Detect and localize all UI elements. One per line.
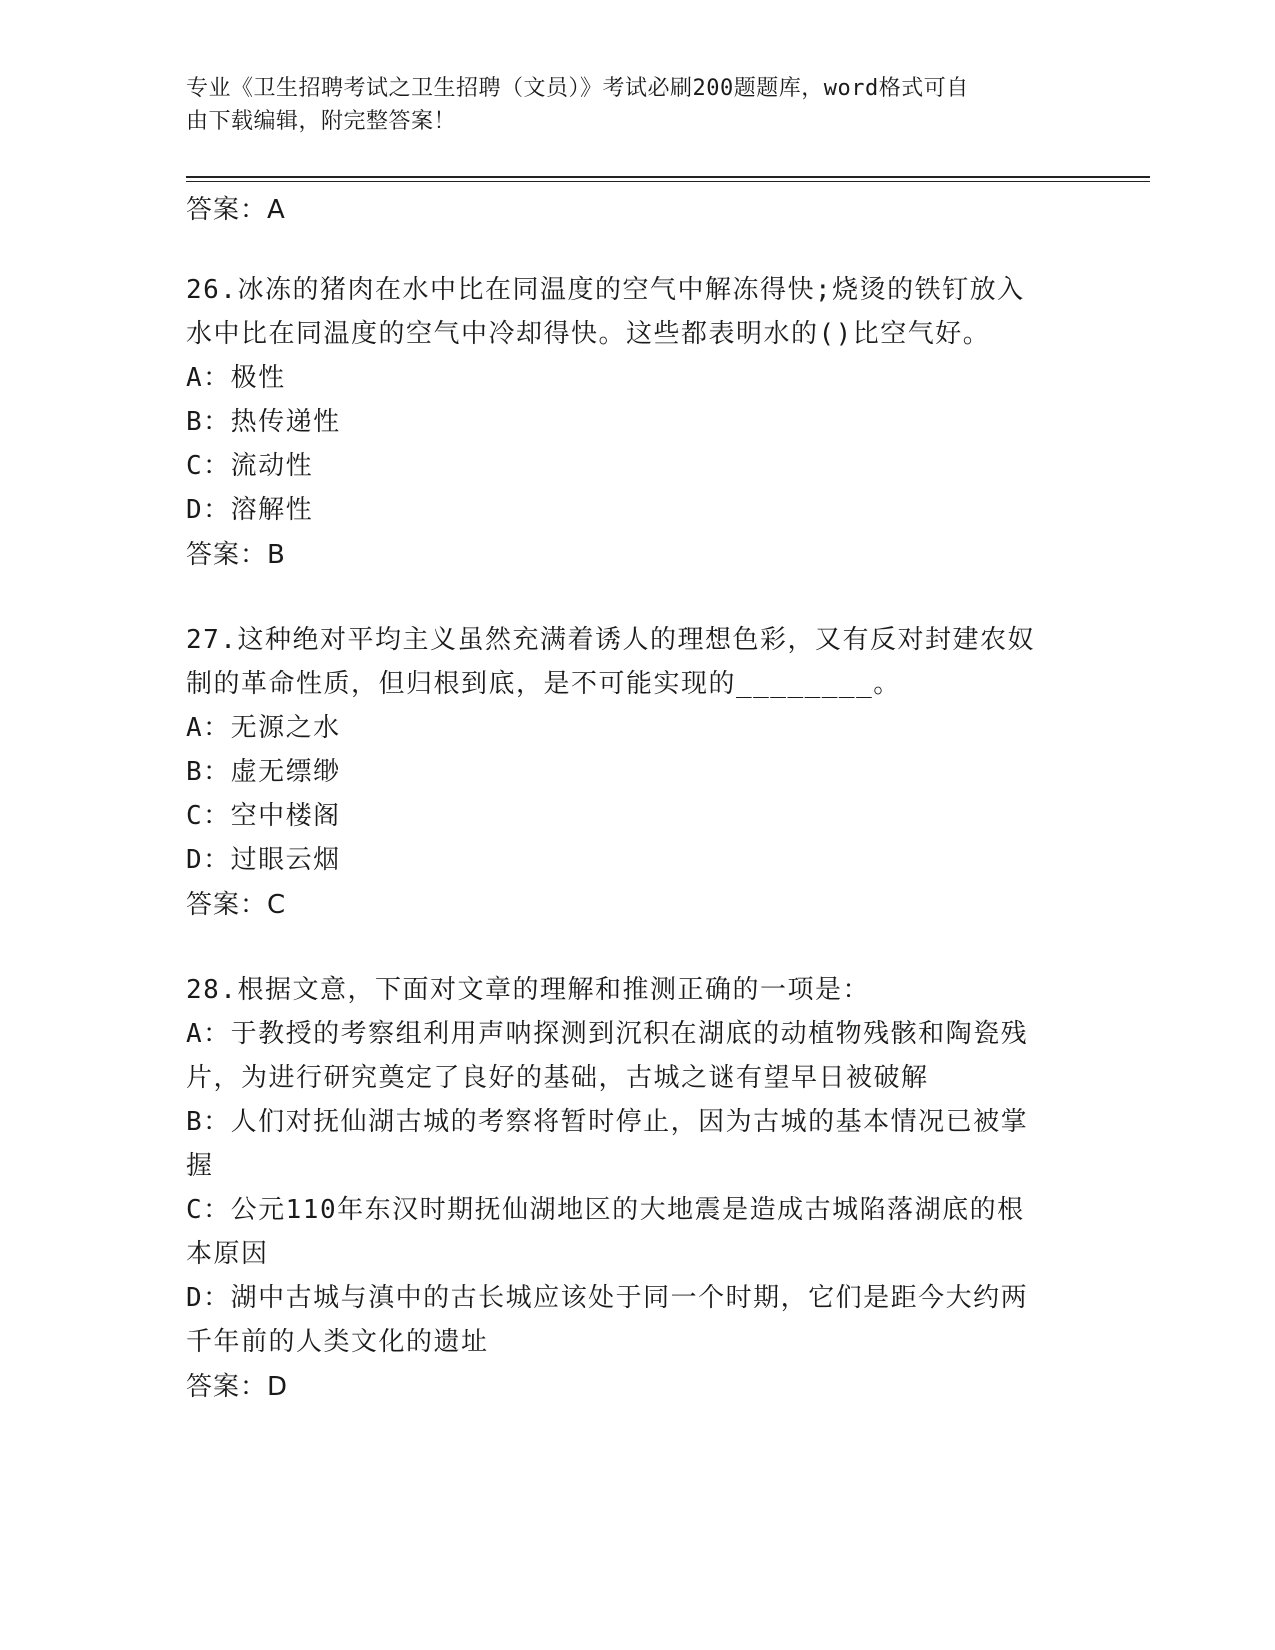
q26-stem-line-1: 26.冰冻的猪肉在水中比在同温度的空气中解冻得快;烧烫的铁钉放入: [186, 275, 1025, 305]
q26-stem-line-2: 水中比在同温度的空气中冷却得快。这些都表明水的()比空气好。: [186, 319, 991, 349]
q26-option-b: B：热传递性: [186, 407, 341, 437]
q26-option-c: C：流动性: [186, 451, 314, 481]
header-rule-thin: [186, 181, 1150, 182]
page-header: [186, 72, 1066, 138]
q28-stem: 28.根据文意，下面对文章的理解和推测正确的一项是：: [186, 975, 870, 1005]
q28-answer: 答案：D: [186, 1372, 289, 1402]
q28-option-d-line-1: D：湖中古城与滇中的古长城应该处于同一个时期，它们是距今大约两: [186, 1283, 1029, 1313]
q28-option-b-line-1: B：人们对抚仙湖古城的考察将暂时停止，因为古城的基本情况已被掌: [186, 1107, 1029, 1137]
q27-option-b: B：虚无缥缈: [186, 757, 341, 787]
q27-stem-line-1: 27.这种绝对平均主义虽然充满着诱人的理想色彩，又有反对封建农奴: [186, 625, 1035, 655]
q27-option-a: A：无源之水: [186, 713, 341, 743]
q28-option-c-line-2: 本原因: [186, 1239, 269, 1269]
q27-option-d: D：过眼云烟: [186, 845, 341, 875]
q27-stem-line-2: 制的革命性质，但归根到底，是不可能实现的________。: [186, 669, 901, 699]
q26-answer: 答案：B: [186, 540, 286, 570]
q28-option-c-line-1: C：公元110年东汉时期抚仙湖地区的大地震是造成古城陷落湖底的根: [186, 1195, 1025, 1225]
q26-option-d: D：溶解性: [186, 495, 314, 525]
q26-option-a: A：极性: [186, 363, 286, 393]
q28-option-b-line-2: 握: [186, 1151, 214, 1181]
header-line-2: 由下载编辑，附完整答案！: [186, 109, 457, 134]
q28-option-a-line-1: A：于教授的考察组利用声呐探测到沉积在湖底的动植物残骸和陶瓷残: [186, 1019, 1029, 1049]
q28-option-d-line-2: 千年前的人类文化的遗址: [186, 1327, 489, 1357]
header-rule-thick: [186, 176, 1150, 178]
header-line-1: 专业《卫生招聘考试之卫生招聘（文员）》考试必刷200题题库，word格式可自: [186, 76, 969, 101]
previous-answer: 答案：A: [186, 195, 286, 225]
q27-option-c: C：空中楼阁: [186, 801, 341, 831]
q27-answer: 答案：C: [186, 890, 287, 920]
q28-option-a-line-2: 片，为进行研究奠定了良好的基础，古城之谜有望早日被破解: [186, 1063, 929, 1093]
